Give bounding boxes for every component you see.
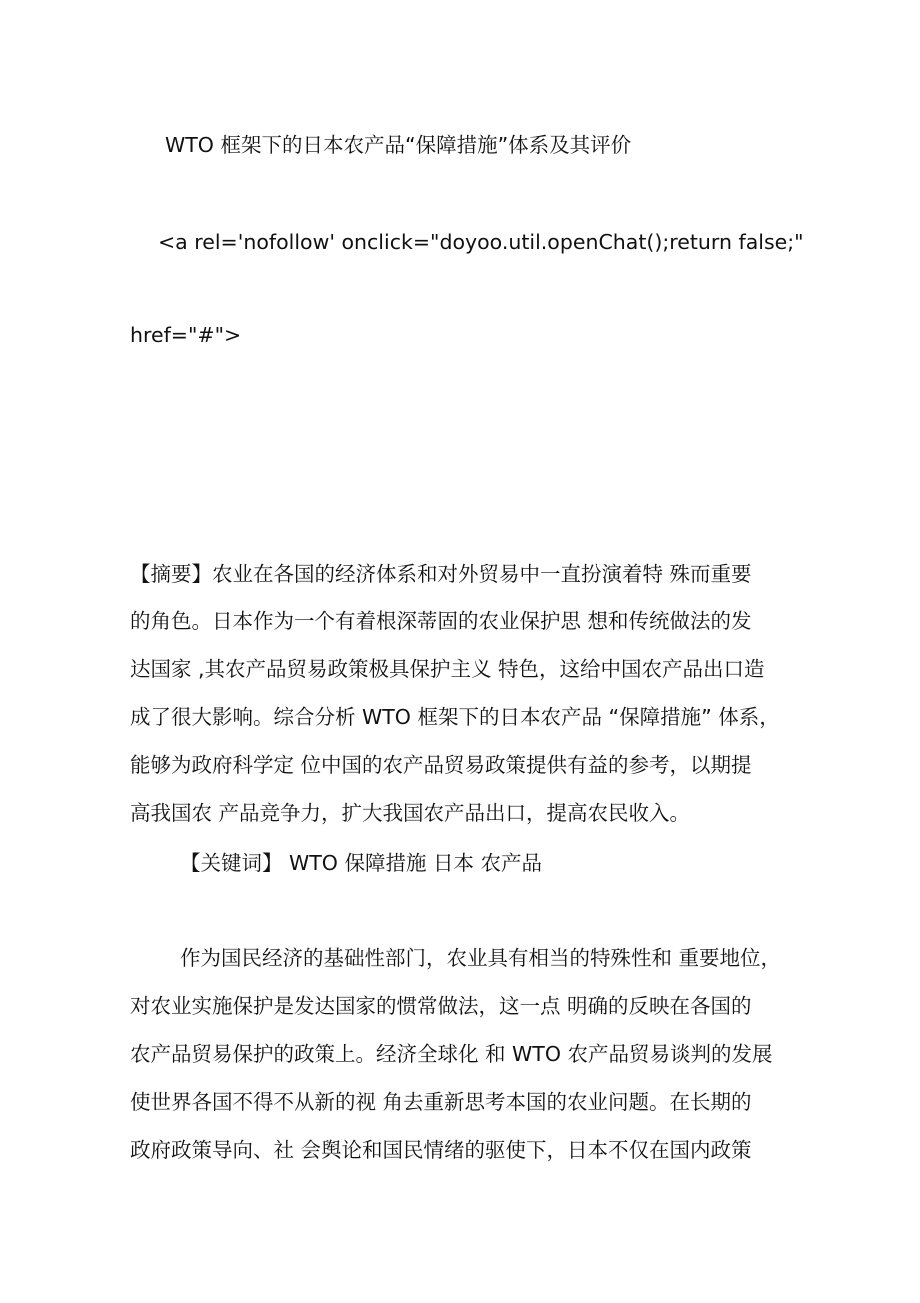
abstract-line: 成了很大影响。综合分析 WTO 框架下的日本农产品 “保障措施” 体系， xyxy=(130,705,780,729)
abstract-line: 达国家 ,其农产品贸易政策极具保护主义 特色，这给中国农产品出口造 xyxy=(130,657,765,681)
abstract-line: 能够为政府科学定 位中国的农产品贸易政策提供有益的参考，以期提 xyxy=(130,753,752,777)
html-code-line: <a rel='nofollow' onclick="doyoo.util.openChat();return false;" xyxy=(158,230,804,254)
keywords-line: 【关键词】 WTO 保障措施 日本 农产品 xyxy=(180,851,542,875)
html-code-line: href="#"> xyxy=(130,323,242,347)
abstract-line: 的角色。日本作为一个有着根深蒂固的农业保护思 想和传统做法的发 xyxy=(130,609,752,633)
abstract-line: 【摘要】农业在各国的经济体系和对外贸易中一直扮演着特 殊而重要 xyxy=(130,562,752,586)
abstract-line: 高我国农 产品竞争力，扩大我国农产品出口，提高农民收入。 xyxy=(130,801,691,825)
body-paragraph-line: 使世界各国不得不从新的视 角去重新思考本国的农业问题。在长期的 xyxy=(130,1090,752,1114)
document-title: WTO 框架下的日本农产品“保障措施”体系及其评价 xyxy=(165,133,632,157)
body-paragraph-line: 对农业实施保护是发达国家的惯常做法，这一点 明确的反映在各国的 xyxy=(130,994,752,1018)
body-paragraph-line: 农产品贸易保护的政策上。经济全球化 和 WTO 农产品贸易谈判的发展 xyxy=(130,1042,773,1066)
body-paragraph-line: 作为国民经济的基础性部门，农业具有相当的特殊性和 重要地位， xyxy=(180,946,782,970)
body-paragraph-line: 政府政策导向、社 会舆论和国民情绪的驱使下，日本不仅在国内政策 xyxy=(130,1138,752,1162)
